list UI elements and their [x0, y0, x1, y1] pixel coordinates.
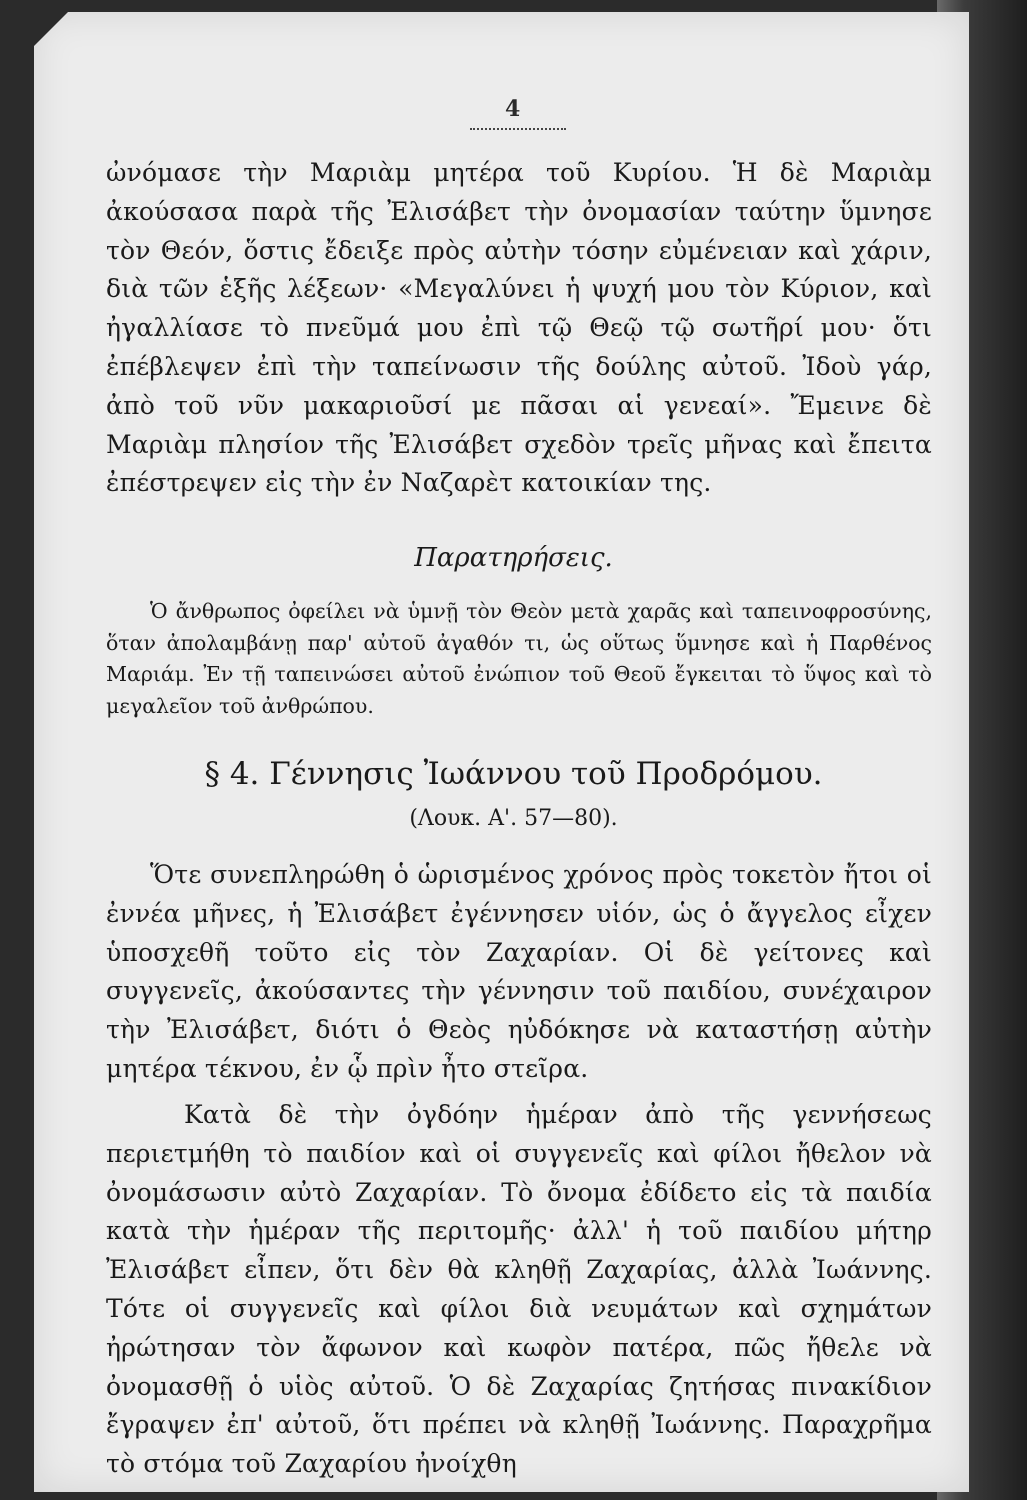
paragraph-3: Κατὰ δὲ τὴν ὀγδόην ἡμέραν ἀπὸ τῆς γεννήσεως περιετμήθη τὸ παιδίον καὶ οἱ συγγενεῖς καὶ φίλοι ἤθελον νὰ ὀνομάσωσιν αὐτὸ Ζαχαρίαν. Τὸ ὄνομα ἐδίδετο εἰς τὰ παιδία κατὰ τὴν ἡμέραν τῆς περιτομῆς· ἀλλ' ἡ τοῦ παιδίου μήτηρ Ἐλισάβετ εἶπεν, ὅτι δὲν θὰ κληθῇ Ζαχαρίας, ἀλλὰ Ἰωάννης. Τότε οἱ συγγενεῖς καὶ φίλοι διὰ νευμάτων καὶ σχημάτων ἠρώτησαν τὸν ἄφωνον καὶ κωφὸν πατέρα, πῶς ἤθελε νὰ ὀνομασθῇ ὁ υἱὸς αὐτοῦ. Ὁ δὲ Ζαχαρίας ζητήσας πινακίδιον ἔγραψεν ἐπ' αὐτοῦ, ὅτι πρέπει νὰ κληθῇ Ἰωάννης. Παραχρῆμα τὸ στόμα τοῦ Ζαχαρίου ἠνοίχθη — [106, 1100, 932, 1479]
paragraph-1: ὠνόμασε τὴν Μαριὰμ μητέρα τοῦ Κυρίου. Ἡ δὲ Μαριὰμ ἀκούσασα παρὰ τῆς Ἐλισάβετ τὴν ὀνομασίαν ταύτην ὕμνησε τὸν Θεόν, ὅστις ἔδειξε πρὸς αὐτὴν τόσην εὐμένειαν καὶ χάριν, διὰ τῶν ἑξῆς λέξεων· «Μεγαλύνει ἡ ψυχή μου τὸν Κύριον, καὶ ἠγαλλίασε τὸ πνεῦμά μου ἐπὶ τῷ Θεῷ τῷ σωτῆρί μου· ὅτι ἐπέβλεψεν ἐπὶ τὴν ταπείνωσιν τῆς δούλης αὐτοῦ. Ἰδοὺ γάρ, ἀπὸ τοῦ νῦν μακαριοῦσί με πᾶσαι αἱ γενεαί». Ἔμεινε δὲ Μαριὰμ πλησίον τῆς Ἐλισάβετ σχεδὸν τρεῖς μῆνας καὶ ἔπειτα ἐπέστρεψεν εἰς τὴν ἐν Ναζαρὲτ κατοικίαν της. — [106, 158, 932, 498]
page-number: 4 — [505, 96, 521, 122]
section-reference: (Λουκ. Α'. 57—80). — [409, 806, 618, 831]
section-heading: § 4. Γέννησις Ἰωάννου τοῦ Προδρόμου. — [204, 756, 823, 792]
observations-heading: Παρατηρήσεις. — [414, 543, 613, 573]
folded-corner — [34, 12, 68, 46]
observations-text: Ὁ ἄνθρωπος ὀφείλει νὰ ὑμνῇ τὸν Θεὸν μετὰ χαρᾶς καὶ ταπεινοφροσύνης, ὅταν ἀπολαμβάνῃ παρ' αὐτοῦ ἀγαθόν τι, ὡς οὕτως ὕμνησε καὶ ἡ Παρθένος Μαριάμ. Ἐν τῇ ταπεινώσει αὐτοῦ ἐνώπιον τοῦ Θεοῦ ἔγκειται τὸ ὕψος καὶ τὸ μεγαλεῖον τοῦ ἀνθρώπου. — [106, 599, 932, 718]
page-number-rule — [470, 128, 566, 130]
paragraph-2: Ὅτε συνεπληρώθη ὁ ὡρισμένος χρόνος πρὸς τοκετὸν ἤτοι οἱ ἐννέα μῆνες, ἡ Ἐλισάβετ ἐγέννησεν υἱόν, ὡς ὁ ἄγγελος εἶχεν ὑποσχεθῆ τοῦτο εἰς τὸν Ζαχαρίαν. Οἱ δὲ γείτονες καὶ συγγενεῖς, ἀκούσαντες τὴν γέννησιν τοῦ παιδίου, συνέχαιρον τὴν Ἐλισάβετ, διότι ὁ Θεὸς ηὐδόκησε νὰ καταστήσῃ αὐτὴν μητέρα τέκνου, ἐν ᾧ πρὶν ἦτο στεῖρα. — [106, 860, 932, 1083]
